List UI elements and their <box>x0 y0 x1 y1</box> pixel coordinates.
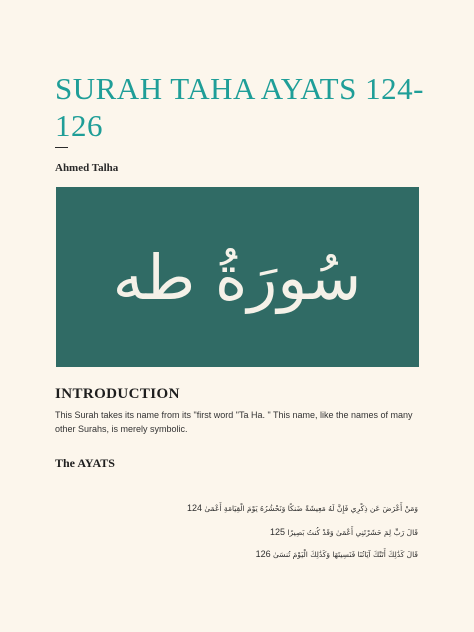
ayah-number: 124 <box>186 503 202 513</box>
ayah-text: قَالَ رَبِّ لِمَ حَشَرْتَنِي أَعْمَىٰ وَقَدْ كُنتُ بَصِيرًا <box>287 528 418 537</box>
title-divider <box>55 147 68 148</box>
ayah-124 <box>118 502 418 515</box>
introduction-heading: INTRODUCTION <box>55 386 180 402</box>
ayah-number: 125 <box>269 527 285 537</box>
ayah-text: قَالَ كَذَٰلِكَ أَتَتْكَ آيَاتُنَا فَنَسِيتَهَا وَكَذَٰلِكَ الْيَوْمَ تُنسَىٰ <box>273 550 418 559</box>
introduction-text: This Surah takes its name from its "first word "Ta Ha. " This name, like the names of many other Surahs, is merely symbolic. <box>55 410 413 434</box>
author-name: Ahmed Talha <box>55 162 119 174</box>
ayah-126 <box>118 548 418 561</box>
surah-calligraphy-banner <box>56 187 419 367</box>
ayah-number: 126 <box>255 549 271 559</box>
ayah-125 <box>118 526 418 539</box>
ayah-text: وَمَنْ أَعْرَضَ عَن ذِكْرِي فَإِنَّ لَهُ مَعِيشَةً ضَنكًا وَنَحْشُرُهُ يَوْمَ الْقِيَامَةِ أَعْمَىٰ <box>204 504 418 513</box>
ayats-heading: The AYATS <box>55 456 115 470</box>
page-title: SURAH TAHA AYATS 124-126 <box>55 71 424 143</box>
calligraphy-artwork <box>56 187 419 367</box>
calligraphy-text: سُورَةُ طه <box>112 241 362 314</box>
